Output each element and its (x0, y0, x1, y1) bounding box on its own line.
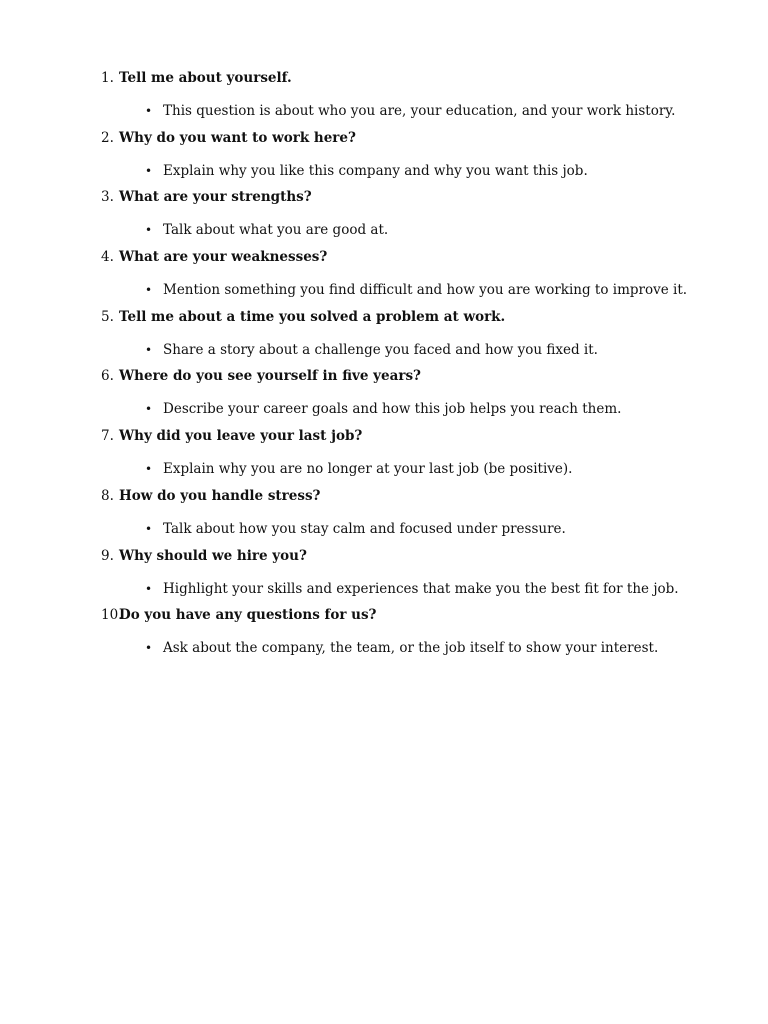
bullet-icon: • (145, 402, 153, 417)
answer-row (101, 331, 741, 367)
answer-text: Mention something you find difficult and how you are working to improve it. (163, 282, 688, 299)
list-item (101, 546, 741, 606)
interview-question-list (101, 68, 741, 665)
answer-text: Describe your career goals and how this job helps you reach them. (163, 401, 622, 418)
bullet-icon: • (145, 641, 153, 656)
bullet-icon: • (145, 342, 153, 357)
bullet-icon: • (145, 521, 153, 536)
bullet-icon: • (145, 462, 153, 477)
question-number: 7. (101, 428, 114, 445)
answer-text: Talk about what you are good at. (163, 222, 389, 239)
question-text: Why did you leave your last job? (119, 428, 363, 445)
answer-row (101, 510, 741, 546)
question-number: 9. (101, 547, 114, 564)
list-item (101, 307, 741, 367)
question-row (101, 128, 741, 152)
question-row (101, 68, 741, 92)
list-item (101, 366, 741, 426)
list-item (101, 187, 741, 247)
question-row (101, 426, 741, 450)
question-row (101, 307, 741, 331)
bullet-icon: • (145, 581, 153, 596)
question-number: 3. (101, 189, 114, 206)
answer-row (101, 92, 741, 128)
question-row (101, 366, 741, 390)
answer-row (101, 390, 741, 426)
question-number: 10. (101, 607, 123, 624)
answer-row (101, 271, 741, 307)
question-number: 1. (101, 70, 114, 86)
question-row (101, 187, 741, 211)
list-item (101, 605, 741, 665)
question-row (101, 605, 741, 629)
question-number: 6. (101, 368, 114, 385)
list-item (101, 426, 741, 486)
question-text: What are your weaknesses? (119, 249, 328, 266)
list-item (101, 128, 741, 188)
list-item (101, 68, 741, 128)
question-number: 2. (101, 129, 114, 146)
bullet-icon: • (145, 163, 153, 178)
question-number: 5. (101, 308, 114, 325)
question-text: What are your strengths? (119, 189, 312, 206)
answer-row (101, 629, 741, 665)
answer-row (101, 152, 741, 188)
question-row (101, 546, 741, 570)
question-text: How do you handle stress? (119, 487, 321, 504)
answer-text: Share a story about a challenge you faced and how you fixed it. (163, 341, 598, 358)
question-text: Why do you want to work here? (119, 129, 356, 146)
answer-text: Talk about how you stay calm and focused under pressure. (163, 520, 566, 537)
answer-text: Explain why you are no longer at your last job (be positive). (163, 461, 573, 478)
question-text: Do you have any questions for us? (119, 607, 377, 624)
answer-text: Ask about the company, the team, or the job itself to show your interest. (163, 640, 659, 657)
question-text: Tell me about a time you solved a problem at work. (119, 308, 506, 325)
answer-row (101, 450, 741, 486)
list-item (101, 247, 741, 307)
question-number: 4. (101, 249, 114, 266)
question-row (101, 486, 741, 510)
question-text: Why should we hire you? (119, 547, 307, 564)
list-item (101, 486, 741, 546)
question-text: Tell me about yourself. (119, 70, 292, 86)
question-row (101, 247, 741, 271)
answer-text: Explain why you like this company and why you want this job. (163, 162, 588, 179)
answer-text: Highlight your skills and experiences that make you the best fit for the job. (163, 580, 679, 597)
answer-row (101, 211, 741, 247)
bullet-icon: • (145, 283, 153, 298)
question-text: Where do you see yourself in five years? (119, 368, 421, 385)
answer-row (101, 570, 741, 606)
answer-text: This question is about who you are, your education, and your work history. (163, 103, 676, 119)
bullet-icon: • (145, 223, 153, 238)
question-number: 8. (101, 487, 114, 504)
bullet-icon: • (145, 104, 153, 118)
